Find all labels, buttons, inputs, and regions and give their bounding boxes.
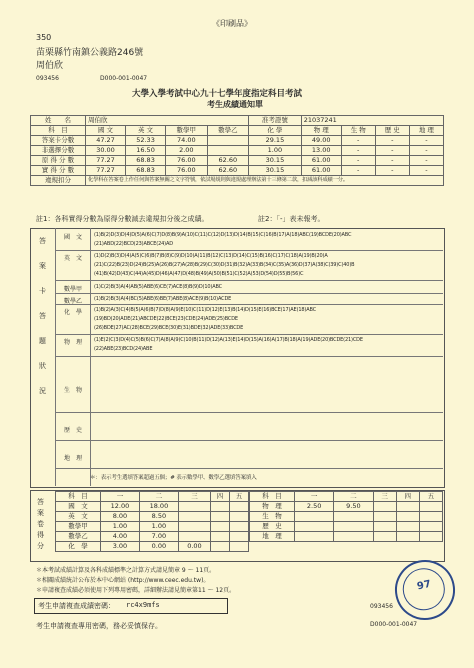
- nc-cell: [295, 522, 334, 532]
- nc-cell: [334, 512, 373, 522]
- table-row: [250, 522, 443, 532]
- score-cell: [207, 136, 249, 146]
- score-cell: 49.00: [301, 136, 341, 146]
- nc-header: 科 目: [250, 492, 295, 502]
- nc-cell: [178, 532, 210, 542]
- header-biology: 生 物: [341, 126, 375, 136]
- table-row: [31, 146, 444, 156]
- score-cell: 76.00: [166, 156, 208, 166]
- nc-cell: [229, 522, 248, 532]
- footer-code-left: 093456: [370, 603, 393, 610]
- nc-cell: 1.00: [139, 522, 178, 532]
- side-char: 答: [37, 498, 44, 506]
- score-cell: -: [409, 156, 443, 166]
- header-chinese: 國 文: [86, 126, 126, 136]
- score-cell: -: [409, 146, 443, 156]
- answer-subject-biology: 生 物: [64, 387, 83, 394]
- official-seal-icon: [389, 554, 460, 625]
- score-cell: 2.00: [166, 146, 208, 156]
- side-char: 卡: [39, 287, 46, 295]
- score-cell: 62.60: [207, 156, 249, 166]
- header-history: 歷 史: [375, 126, 409, 136]
- answer-subject-english: 英 文: [64, 255, 83, 262]
- nc-cell: 0.00: [178, 542, 210, 552]
- answer-subject-math-b: 數學乙: [64, 298, 83, 305]
- nc-cell: [229, 532, 248, 542]
- nc-cell: 2.50: [295, 502, 334, 512]
- header-math-b: 數學乙: [207, 126, 249, 136]
- nc-header: 三: [373, 492, 396, 502]
- nc-cell: [396, 502, 419, 512]
- nc-row-label: 數學乙: [56, 532, 101, 542]
- nc-cell: [229, 502, 248, 512]
- answer-line: (26)BDE(27)AC(28)BCE(29)BCE(30)E(31)BDE(32)ADE(33)BCDE: [94, 325, 244, 331]
- nc-cell: 8.00: [101, 512, 140, 522]
- nc-cell: [211, 512, 230, 522]
- answer-footnote: ＊：表示考生選填答案超過五個；# 表示數學甲、數學乙選填答案填入: [90, 475, 257, 481]
- table-row: [250, 512, 443, 522]
- nc-row-label: 數學甲: [56, 522, 101, 532]
- header-chemistry: 化 學: [249, 126, 302, 136]
- nc-row-label: 英 文: [56, 512, 101, 522]
- answer-line: (1)E(2)C(3)D(4)C(5)B(6)C(7)A(8)A(9)C(10)B(11)D(12)A(13)E(14)D(15)A(16)A(17)B(18)A(19)ADE(20)BCDE(21)CDE: [94, 337, 363, 343]
- nc-cell: [211, 502, 230, 512]
- nc-header: 五: [419, 492, 442, 502]
- score-cell: [207, 146, 249, 156]
- footer-bullet-1: ＊本考試成績計算及各科成績標準之計算方式請見簡章 9 ～ 11頁。: [36, 567, 216, 574]
- nc-cell: [373, 502, 396, 512]
- score-cell: 77.27: [86, 166, 126, 176]
- nc-cell: [373, 512, 396, 522]
- header-math-a: 數學甲: [166, 126, 208, 136]
- nc-cell: 18.00: [139, 502, 178, 512]
- answer-line: (1)D(2)B(3)D(4)A(5)C(6)B(7)B(8)C(9)D(10)A(11)B(12)C(13)D(14)C(15)B(16)C(17)C(18)A(19)B(20)A: [94, 253, 328, 259]
- score-cell: -: [341, 146, 375, 156]
- name-label: 姓 名: [31, 116, 86, 126]
- footer-code-right: D000-001-0047: [370, 621, 418, 628]
- score-cell: -: [341, 166, 375, 176]
- footer-bullet-3: ＊申請複查成績必須使用下列專用密碼，詳細辦法請見簡章第11 ～ 12頁。: [36, 587, 236, 594]
- nc-cell: [419, 522, 442, 532]
- score-cell: 52.33: [126, 136, 166, 146]
- nc-header: 一: [101, 492, 140, 502]
- nc-row-label: 生 物: [250, 512, 295, 522]
- nc-cell: 3.00: [101, 542, 140, 552]
- nc-header: 五: [229, 492, 248, 502]
- nc-cell: [211, 542, 230, 552]
- nc-cell: [211, 522, 230, 532]
- nc-cell: [396, 532, 419, 542]
- row-label: 答案卡分數: [31, 136, 86, 146]
- address: 苗栗縣竹南鎮公義路246號: [36, 48, 144, 58]
- side-char: 題: [39, 337, 46, 345]
- answer-card-side-label: [38, 236, 47, 397]
- nonchoice-table-right: [249, 491, 443, 542]
- nc-cell: 4.00: [101, 532, 140, 542]
- score-cell: 13.00: [301, 146, 341, 156]
- nc-cell: [229, 512, 248, 522]
- score-table: [30, 115, 444, 186]
- nonchoice-side-label: [36, 497, 45, 552]
- footer-bullet-2: ＊相關成績統計公布於本中心網站 (http://www.ceec.edu.tw)。: [36, 577, 210, 584]
- nonchoice-header-row: [56, 492, 249, 502]
- table-row: [56, 512, 249, 522]
- nc-header: 二: [334, 492, 373, 502]
- header-subject: 科 目: [31, 126, 86, 136]
- table-row: [31, 166, 444, 176]
- header-code-left: 093456: [36, 75, 59, 82]
- score-cell: 1.00: [249, 146, 302, 156]
- nc-cell: [334, 522, 373, 532]
- table-row: [56, 532, 249, 542]
- nc-cell: [211, 532, 230, 542]
- answer-line: (1)B(2)D(3)D(4)D(5)A(6)C(7)D(8)B(9)A(10)C(11)C(12)D(13)D(14)B(15)C(16)B(17)A(18)ABC(19)BCDE(20)ABC: [94, 232, 352, 238]
- score-cell: 76.00: [166, 166, 208, 176]
- nc-cell: [229, 542, 248, 552]
- nc-cell: 9.50: [334, 502, 373, 512]
- nc-row-label: 地 理: [250, 532, 295, 542]
- nc-header: 三: [178, 492, 210, 502]
- ticket-value: 21037241: [301, 116, 443, 126]
- answer-line: (1)B(2)A(3)C(4)B(5)A(6)B(7)D(8)A(9)E(10)C(11)D(12)E(13)B(14)D(15)E(16)BCE(17)AE(18)ABC: [94, 307, 317, 313]
- answer-subject-math-a: 數學甲: [64, 286, 83, 293]
- nc-cell: 12.00: [101, 502, 140, 512]
- nc-row-label: 國 文: [56, 502, 101, 512]
- header-english: 英 文: [126, 126, 166, 136]
- side-char: 案: [39, 262, 46, 270]
- password-value: rc4x9mfs: [126, 601, 160, 609]
- score-cell: 61.00: [301, 156, 341, 166]
- side-char: 卷: [37, 520, 44, 528]
- answer-subject-history: 歷 史: [64, 427, 83, 434]
- score-cell: 68.83: [126, 156, 166, 166]
- note-2: 註2：「-」表未報考。: [258, 215, 325, 223]
- score-cell: 29.15: [249, 136, 302, 146]
- answer-line: (1)C(2)B(3)A(4)AB(5)ABE(6)CE(7)ACE(8)B(9)D(10)ABC: [94, 284, 223, 290]
- side-char: 答: [39, 312, 46, 320]
- nc-header: 二: [139, 492, 178, 502]
- nc-cell: [419, 512, 442, 522]
- info-row: [31, 116, 444, 126]
- side-char: 得: [37, 531, 44, 539]
- nc-header: 四: [211, 492, 230, 502]
- side-char: 分: [37, 542, 44, 550]
- nc-cell: [396, 512, 419, 522]
- nc-cell: [178, 512, 210, 522]
- answer-subject-physics: 物 理: [64, 339, 83, 346]
- answer-subject-chemistry: 化 學: [64, 309, 83, 316]
- score-cell: 30.15: [249, 156, 302, 166]
- score-cell: 62.60: [207, 166, 249, 176]
- score-cell: 30.00: [86, 146, 126, 156]
- nc-cell: [373, 532, 396, 542]
- score-cell: -: [375, 136, 409, 146]
- row-label: 非選擇分數: [31, 146, 86, 156]
- nonchoice-header-row: [250, 492, 443, 502]
- score-cell: 47.27: [86, 136, 126, 146]
- nc-row-label: 歷 史: [250, 522, 295, 532]
- answer-subject-chinese: 國 文: [64, 234, 83, 241]
- violation-text: 化學科在答案卷上作任何與答案無關之文字符號，依試場規則與違規處理辦法第十三條第二款，扣減該科成績一分。: [86, 176, 444, 186]
- answer-line: (22)ABE(23)BCD(24)ABE: [94, 346, 153, 352]
- score-cell: 30.15: [249, 166, 302, 176]
- score-cell: 61.00: [301, 166, 341, 176]
- violation-label: 違規扣分: [31, 176, 86, 186]
- nc-row-label: 化 學: [56, 542, 101, 552]
- table-row: [31, 136, 444, 146]
- side-char: 況: [39, 387, 46, 395]
- answer-line: (19)BD(20)ADE(21)ABCDE(22)BCE(23)CDE(24)ADE(25)BCDE: [94, 316, 238, 322]
- name-value: 周伯欣: [86, 116, 249, 126]
- header-geography: 地 理: [409, 126, 443, 136]
- nc-cell: [295, 512, 334, 522]
- header-physics: 物 理: [301, 126, 341, 136]
- footer-warning: 考生申請複查專用密碼，務必妥慎保存。: [36, 622, 162, 630]
- score-cell: -: [409, 166, 443, 176]
- table-row: [56, 522, 249, 532]
- table-row: [31, 156, 444, 166]
- nc-cell: 1.00: [101, 522, 140, 532]
- answer-line: (41)B(42)D(43)C(44)A(45)D(46)A(47)D(48)B(49)A(50)B(51)C(52)A(53)D(54)D(55)B(56)C: [94, 271, 304, 277]
- score-cell: 74.00: [166, 136, 208, 146]
- side-char: 狀: [39, 362, 46, 370]
- score-cell: -: [375, 146, 409, 156]
- score-cell: 77.27: [86, 156, 126, 166]
- answer-subject-geography: 地 理: [64, 455, 83, 462]
- table-row: [56, 502, 249, 512]
- seal-number: 97: [416, 578, 433, 593]
- nc-cell: 0.00: [139, 542, 178, 552]
- nc-row-label: 物 理: [250, 502, 295, 512]
- nc-cell: 7.00: [139, 532, 178, 542]
- header-code-right: D000-001-0047: [100, 75, 148, 82]
- score-cell: 68.83: [126, 166, 166, 176]
- nc-cell: [178, 502, 210, 512]
- ticket-label: 准考證號: [249, 116, 302, 126]
- score-cell: -: [341, 156, 375, 166]
- score-cell: -: [375, 166, 409, 176]
- side-char: 答: [39, 237, 46, 245]
- row-label: 實 得 分 數: [31, 166, 86, 176]
- nc-header: 一: [295, 492, 334, 502]
- score-cell: -: [409, 136, 443, 146]
- nc-cell: [334, 532, 373, 542]
- doc-subtitle: 考生成績通知單: [207, 100, 263, 109]
- nc-cell: [396, 522, 419, 532]
- nonchoice-table-left: [55, 491, 249, 552]
- score-cell: -: [375, 156, 409, 166]
- recipient-name: 周伯欣: [36, 61, 64, 71]
- nc-cell: [419, 532, 442, 542]
- nc-cell: [295, 532, 334, 542]
- table-row: [250, 502, 443, 512]
- nc-header: 科 目: [56, 492, 101, 502]
- nc-cell: 8.50: [139, 512, 178, 522]
- nc-cell: [178, 522, 210, 532]
- row-label: 原 得 分 數: [31, 156, 86, 166]
- answer-line: (21)C(22)B(23)D(24)B(25)A(26)B(27)A(28)B(29)C(30)D(31)B(32)A(33)B(34)C(35)A(36)D(37)A(38)C(39)C(40)B: [94, 262, 355, 268]
- score-cell: 16.50: [126, 146, 166, 156]
- score-cell: -: [341, 136, 375, 146]
- answer-line: (21)ABD(22)BCD(23)ABCE(24)AD: [94, 241, 173, 247]
- score-header-row: [31, 126, 444, 136]
- table-row: [250, 532, 443, 542]
- doc-title: 大學入學考試中心九十七學年度指定科目考試: [132, 89, 303, 99]
- answer-line: (1)B(2)B(3)A(4)BC(5)ABE(6)BE(7)ABE(8)ACE(9)B(10)ACDE: [94, 296, 232, 302]
- zip-code: 350: [36, 33, 52, 42]
- violation-row: [31, 176, 444, 186]
- side-char: 案: [37, 509, 44, 517]
- nc-header: 四: [396, 492, 419, 502]
- printed-tag: 《印刷品》: [212, 19, 252, 28]
- password-label: 考生申請複查成績密碼：: [38, 602, 115, 610]
- nc-cell: [419, 502, 442, 512]
- table-row: [56, 542, 249, 552]
- nc-cell: [373, 522, 396, 532]
- note-1: 註1：各科實得分數為原得分數減去違規扣分後之成績。: [36, 215, 209, 223]
